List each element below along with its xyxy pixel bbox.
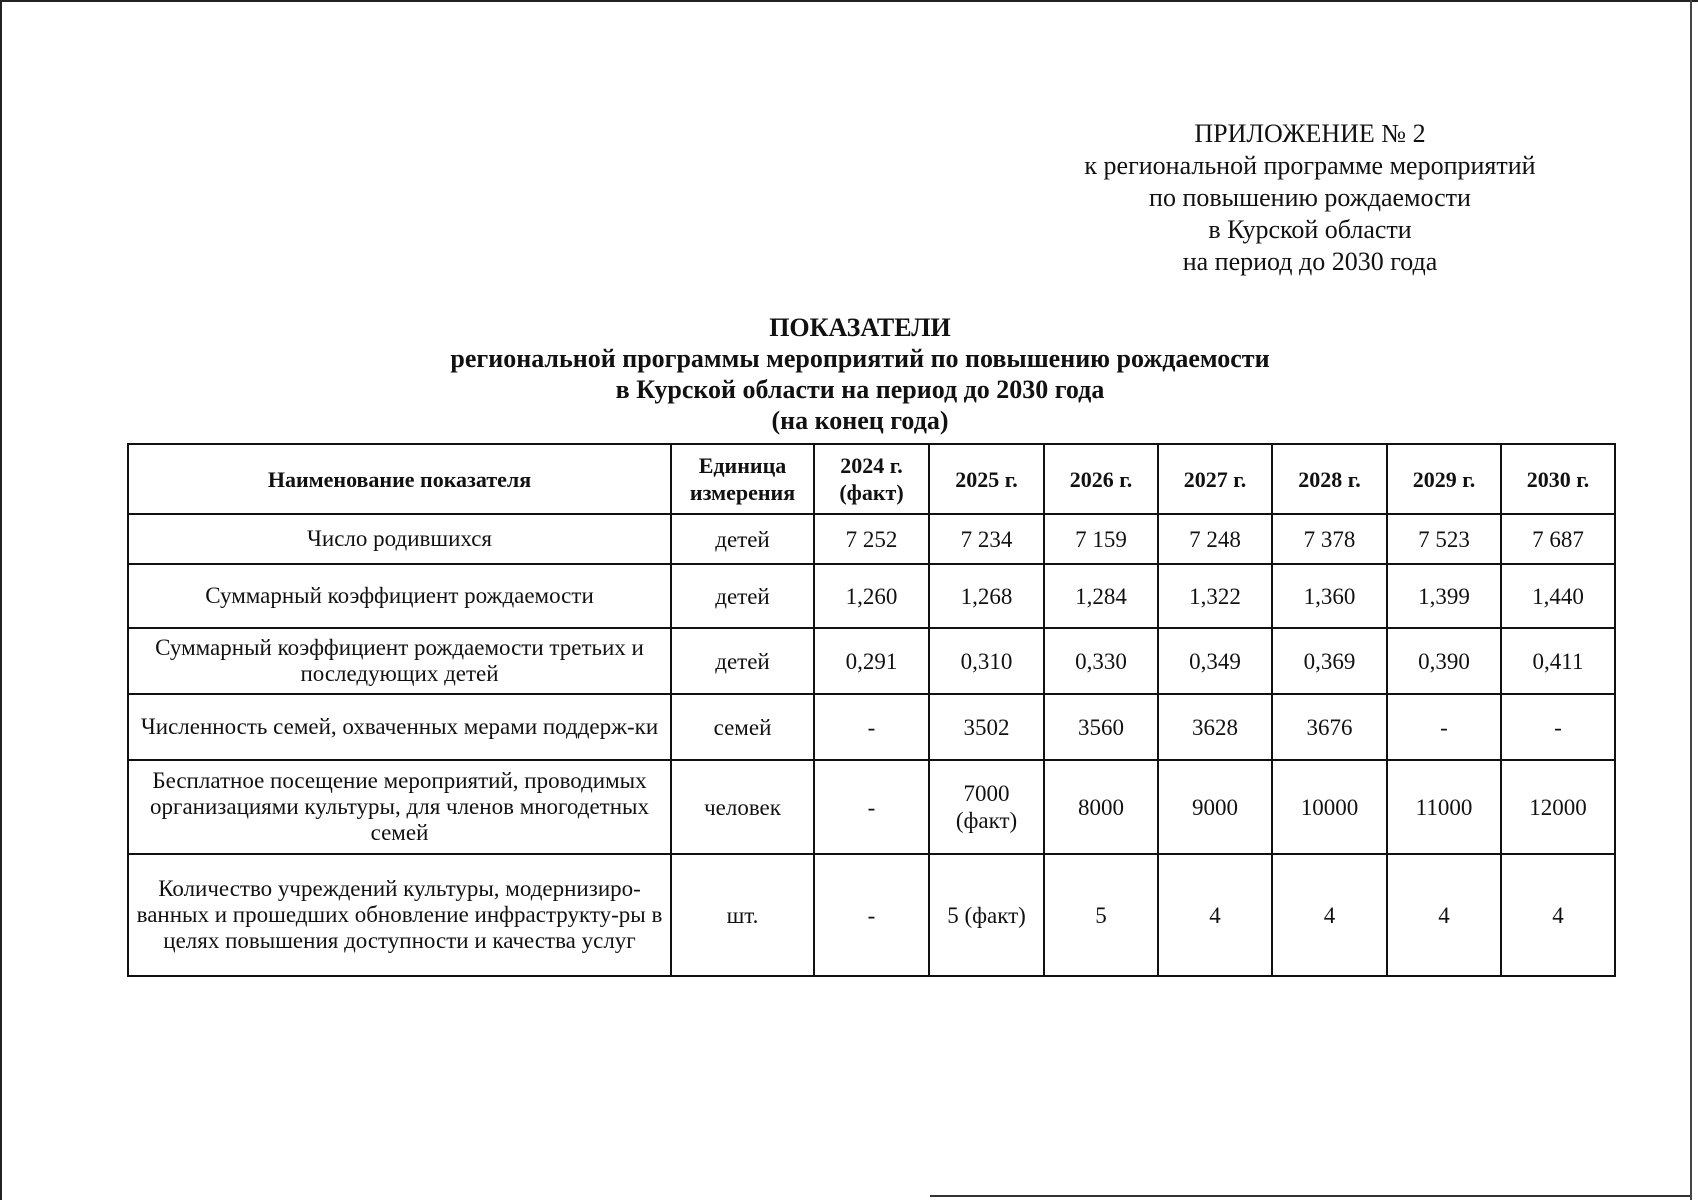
appendix-line: на период до 2030 года bbox=[1182, 247, 1438, 276]
indicator-name: Суммарный коэффициент рождаемости третьих и последующих детей bbox=[128, 628, 671, 694]
table-header-row bbox=[128, 444, 1615, 514]
scan-border-top bbox=[0, 0, 1698, 2]
title-line: в Курской области на период до 2030 года bbox=[615, 375, 1105, 404]
header-year: 2025 г. bbox=[929, 444, 1044, 514]
indicator-value: - bbox=[814, 694, 929, 760]
header-year: 2024 г. (факт) bbox=[814, 444, 929, 514]
indicator-value: 7 687 bbox=[1501, 514, 1615, 564]
indicator-value: 4 bbox=[1272, 854, 1387, 976]
indicator-value: 1,268 bbox=[929, 564, 1044, 628]
indicator-unit: детей bbox=[671, 628, 814, 694]
indicator-value: 1,284 bbox=[1044, 564, 1158, 628]
indicator-value: - bbox=[1501, 694, 1615, 760]
appendix-line: по повышению рождаемости bbox=[1149, 183, 1471, 212]
scan-border-right bbox=[1690, 0, 1692, 1200]
indicator-value: 1,399 bbox=[1387, 564, 1501, 628]
indicator-value: 7 159 bbox=[1044, 514, 1158, 564]
scan-border-left bbox=[0, 0, 2, 1200]
title-line: региональной программы мероприятий по повышению рождаемости bbox=[450, 344, 1270, 373]
indicator-value: 7 252 bbox=[814, 514, 929, 564]
indicator-value: 7 248 bbox=[1158, 514, 1272, 564]
indicator-name: Бесплатное посещение мероприятий, проводимых организациями культуры, для членов многодетных семей bbox=[128, 760, 671, 854]
indicator-name: Количество учреждений культуры, модернизиро-ванных и прошедших обновление инфраструкту-ры в целях повышения доступности и качества услуг bbox=[128, 854, 671, 976]
indicator-value: 3628 bbox=[1158, 694, 1272, 760]
indicator-value: 11000 bbox=[1387, 760, 1501, 854]
table-row bbox=[128, 760, 1615, 854]
indicator-value: 0,390 bbox=[1387, 628, 1501, 694]
table-row bbox=[128, 694, 1615, 760]
indicator-name: Суммарный коэффициент рождаемости bbox=[128, 564, 671, 628]
indicator-value: 12000 bbox=[1501, 760, 1615, 854]
indicator-name: Число родившихся bbox=[128, 514, 671, 564]
header-unit: Единица измерения bbox=[671, 444, 814, 514]
scan-border-bottom bbox=[930, 1195, 1690, 1197]
table-row bbox=[128, 564, 1615, 628]
indicator-value: 0,411 bbox=[1501, 628, 1615, 694]
document-title bbox=[300, 312, 1420, 436]
indicator-value: 3502 bbox=[929, 694, 1044, 760]
header-year: 2026 г. bbox=[1044, 444, 1158, 514]
indicator-value: 7 523 bbox=[1387, 514, 1501, 564]
indicator-value: 0,369 bbox=[1272, 628, 1387, 694]
appendix-line: к региональной программе мероприятий bbox=[1084, 151, 1536, 180]
header-year: 2029 г. bbox=[1387, 444, 1501, 514]
appendix-header bbox=[1030, 118, 1590, 278]
header-year: 2030 г. bbox=[1501, 444, 1615, 514]
title-note: (на конец года) bbox=[771, 406, 949, 435]
indicator-name: Численность семей, охваченных мерами поддерж-ки bbox=[128, 694, 671, 760]
indicator-unit: детей bbox=[671, 564, 814, 628]
table-row bbox=[128, 628, 1615, 694]
indicator-value: 5 bbox=[1044, 854, 1158, 976]
indicator-value: 3676 bbox=[1272, 694, 1387, 760]
indicator-unit: семей bbox=[671, 694, 814, 760]
indicator-value: 5 (факт) bbox=[929, 854, 1044, 976]
indicator-value: 4 bbox=[1387, 854, 1501, 976]
table-row bbox=[128, 514, 1615, 564]
indicator-unit: детей bbox=[671, 514, 814, 564]
indicator-value: 1,360 bbox=[1272, 564, 1387, 628]
indicator-unit: человек bbox=[671, 760, 814, 854]
indicator-value: 7000 (факт) bbox=[929, 760, 1044, 854]
appendix-line: в Курской области bbox=[1208, 215, 1412, 244]
appendix-number: ПРИЛОЖЕНИЕ № 2 bbox=[1194, 119, 1426, 148]
title-main: ПОКАЗАТЕЛИ bbox=[769, 313, 951, 342]
header-year: 2027 г. bbox=[1158, 444, 1272, 514]
header-year: 2028 г. bbox=[1272, 444, 1387, 514]
indicator-value: 7 234 bbox=[929, 514, 1044, 564]
indicator-value: 0,310 bbox=[929, 628, 1044, 694]
indicator-value: 4 bbox=[1158, 854, 1272, 976]
table-row bbox=[128, 854, 1615, 976]
indicator-value: 7 378 bbox=[1272, 514, 1387, 564]
indicator-value: 8000 bbox=[1044, 760, 1158, 854]
indicator-value: 9000 bbox=[1158, 760, 1272, 854]
indicators-table bbox=[127, 443, 1616, 977]
indicator-value: 1,440 bbox=[1501, 564, 1615, 628]
indicator-value: - bbox=[814, 854, 929, 976]
indicator-value: 3560 bbox=[1044, 694, 1158, 760]
header-indicator-name: Наименование показателя bbox=[128, 444, 671, 514]
indicator-value: - bbox=[1387, 694, 1501, 760]
indicator-value: 0,291 bbox=[814, 628, 929, 694]
indicator-value: 1,322 bbox=[1158, 564, 1272, 628]
indicator-value: 0,330 bbox=[1044, 628, 1158, 694]
indicator-unit: шт. bbox=[671, 854, 814, 976]
indicator-value: 10000 bbox=[1272, 760, 1387, 854]
indicator-value: 1,260 bbox=[814, 564, 929, 628]
indicator-value: - bbox=[814, 760, 929, 854]
indicator-value: 4 bbox=[1501, 854, 1615, 976]
indicator-value: 0,349 bbox=[1158, 628, 1272, 694]
